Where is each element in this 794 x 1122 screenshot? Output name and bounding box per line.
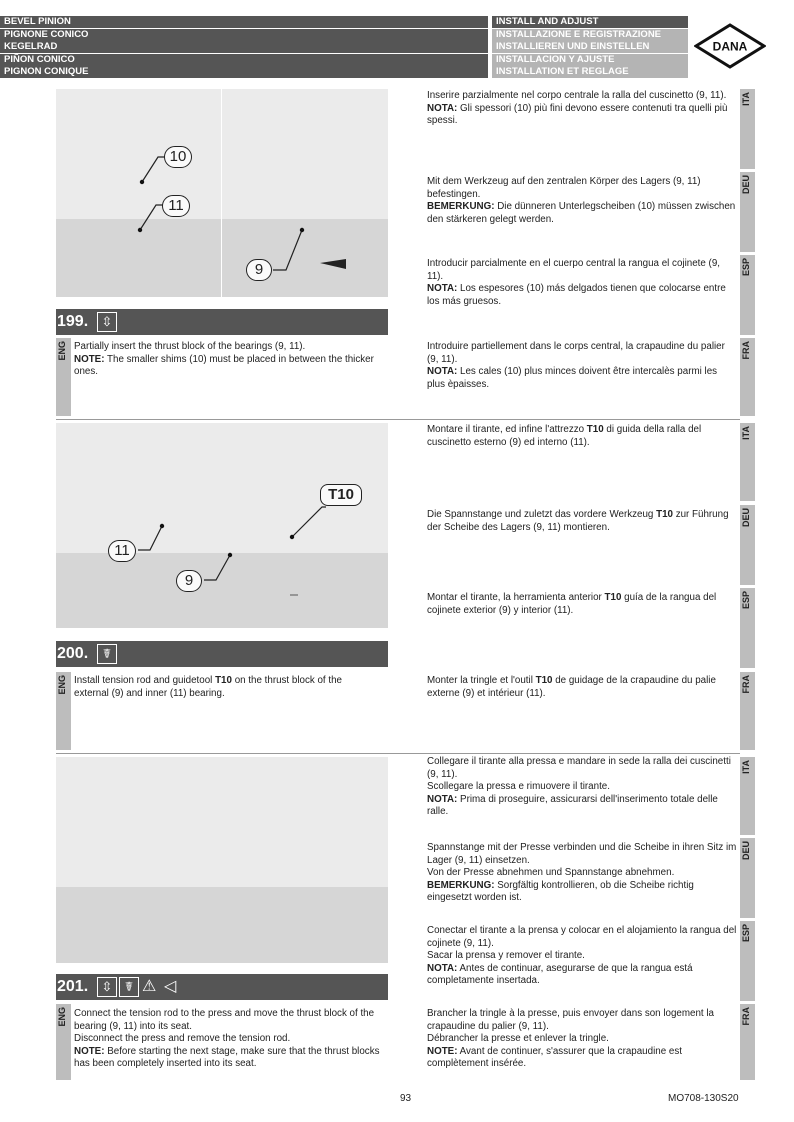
step-200-eng-text: Install tension rod and guidetool T10 on the thrust block of the external (9) and inner (11) bearing. <box>74 675 342 699</box>
warning-icon: ⚠ <box>142 978 157 995</box>
page-number: 93 <box>400 1093 412 1104</box>
lang-tag-eng: ENG <box>56 338 71 416</box>
lang-tag-ita: ITA <box>740 423 755 501</box>
step-199-fra-text: Introduire partiellement dans le corps central, la crapaudine du palier (9, 11). NOTA: Les cales (10) plus minces doivent être intercalès parmi les plus èpaisses. <box>427 341 725 390</box>
header-section-fra: INSTALLATION ET REGLAGE <box>492 66 688 78</box>
tool-icon: ☤ <box>119 977 139 997</box>
header-section-eng: INSTALL AND ADJUST <box>492 16 688 28</box>
step-199-icons <box>97 309 117 335</box>
insert-icon: ⇳ <box>97 312 117 332</box>
callout-11: 11 <box>162 195 190 217</box>
step-199-number: 199. <box>57 313 89 330</box>
document-code: MO708-130S20 <box>668 1093 739 1104</box>
step-200-number: 200. <box>57 645 89 662</box>
lang-tag-eng: ENG <box>56 672 71 750</box>
header-title-eng: BEVEL PINION <box>0 16 488 28</box>
lang-tag-esp: ESP <box>740 255 755 335</box>
callout-9: 9 <box>246 259 272 281</box>
step-199-eng-text: Partially insert the thrust block of the bearings (9, 11). NOTE: The smaller shims (10) must be placed in between the thicker ones. <box>74 341 374 377</box>
lang-tag-fra: FRA <box>740 338 755 416</box>
callout-11: 11 <box>108 540 136 562</box>
lang-tag-ita: ITA <box>740 757 755 835</box>
lang-tag-deu: DEU <box>740 505 755 585</box>
callout-10: 10 <box>164 146 192 168</box>
step-201-ita-text: Collegare il tirante alla pressa e mandare in sede la ralla dei cuscinetti (9, 11). Scollegare la pressa e rimuovere il tirante. NOTA: Prima di proseguire, assicurarsi dell'inserimento totale delle ralle. <box>427 756 731 817</box>
tool-icon: ☤ <box>97 644 117 664</box>
step-201-deu-text: Spannstange mit der Presse verbinden und die Scheibe in ihren Sitz im Lager (9, 11) einsetzen. Von der Presse abnehmen und Spannstange abnehmen. BEMERKUNG: Sorgfältig kontrollieren, ob die Scheibe richtig eingesetzt worden ist. <box>427 842 737 903</box>
lang-tag-ita: ITA <box>740 89 755 169</box>
callout-T10: T10 <box>320 484 362 506</box>
press-icon: ◁ <box>164 978 177 995</box>
header-section-ita: INSTALLAZIONE E REGISTRAZIONE <box>492 29 688 41</box>
step-199-esp-text: Introducir parcialmente en el cuerpo central la rangua el cojinete (9, 11). NOTA: Los espesores (10) más delgados tienen que colocarse entre los más gruesos. <box>427 258 726 307</box>
lang-tag-deu: DEU <box>740 838 755 918</box>
separator <box>56 753 740 754</box>
separator <box>56 419 740 420</box>
header-section-deu: INSTALLIEREN UND EINSTELLEN <box>492 41 688 53</box>
step-201-number: 201. <box>57 978 89 995</box>
step-201-fra-text: Brancher la tringle à la presse, puis envoyer dans son logement la crapaudine du palier (9, 11). Débrancher la presse et enlever la tringle. NOTE: Avant de continuer, s'assurer que la crapaudine est complètement insérée. <box>427 1008 714 1069</box>
header-title-deu: KEGELRAD <box>0 41 488 53</box>
insert-icon: ⇳ <box>97 977 117 997</box>
lang-tag-fra: FRA <box>740 1004 755 1080</box>
step-199-deu-text: Mit dem Werkzeug auf den zentralen Körper des Lagers (9, 11) befestingen. BEMERKUNG: Die dünneren Unterlegscheiben (10) müssen zwischen den stärkeren gelegt werden. <box>427 176 736 225</box>
step-199-image <box>56 89 388 297</box>
step-200-ita-text: Montare il tirante, ed infine l'attrezzo T10 di guida della ralla del cuscinetto esterno (9) ed interno (11). <box>427 424 702 448</box>
header-title-esp: PIÑON CONICO <box>0 54 488 66</box>
step-201-image <box>56 757 388 963</box>
lang-tag-eng: ENG <box>56 1004 71 1080</box>
svg-text:DANA: DANA <box>712 39 748 54</box>
header-section-esp: INSTALLACION Y AJUSTE <box>492 54 688 66</box>
step-199-ita-text: Inserire parzialmente nel corpo centrale la ralla del cuscinetto (9, 11). NOTA: Gli spessori (10) più fini devono essere contenuti tra quelli più spessi. <box>427 90 728 126</box>
step-200-deu-text: Die Spannstange und zuletzt das vordere Werkzeug T10 zur Führung der Scheibe des Lagers (9, 11) montieren. <box>427 509 729 533</box>
header-title-fra: PIGNON CONIQUE <box>0 66 488 78</box>
dana-logo <box>694 22 766 70</box>
step-200-image <box>56 423 388 628</box>
lang-tag-deu: DEU <box>740 172 755 252</box>
lang-tag-fra: FRA <box>740 672 755 750</box>
step-200-fra-text: Monter la tringle et l'outil T10 de guidage de la crapaudine du palie externe (9) et intérieur (11). <box>427 675 716 699</box>
lang-tag-esp: ESP <box>740 921 755 1001</box>
header-title-ita: PIGNONE CONICO <box>0 29 488 41</box>
callout-9: 9 <box>176 570 202 592</box>
step-201-esp-text: Conectar el tirante a la prensa y colocar en el alojamiento la rangua del cojinete (9, 11). Sacar la prensa y remover el tirante. NOTA: Antes de continuar, asegurarse de que la rangua está completamente insertada. <box>427 925 737 986</box>
lang-tag-esp: ESP <box>740 588 755 668</box>
step-200-esp-text: Montar el tirante, la herramienta anterior T10 guía de la rangua del cojinete exterior (9) y interior (11). <box>427 592 717 616</box>
step-201-eng-text: Connect the tension rod to the press and move the thrust block of the bearing (9, 11) into its seat. Disconnect the press and remove the tension rod. NOTE: Before starting the next stage, make sure that the thrust blocks has been completely inserted into its seat. <box>74 1008 380 1069</box>
